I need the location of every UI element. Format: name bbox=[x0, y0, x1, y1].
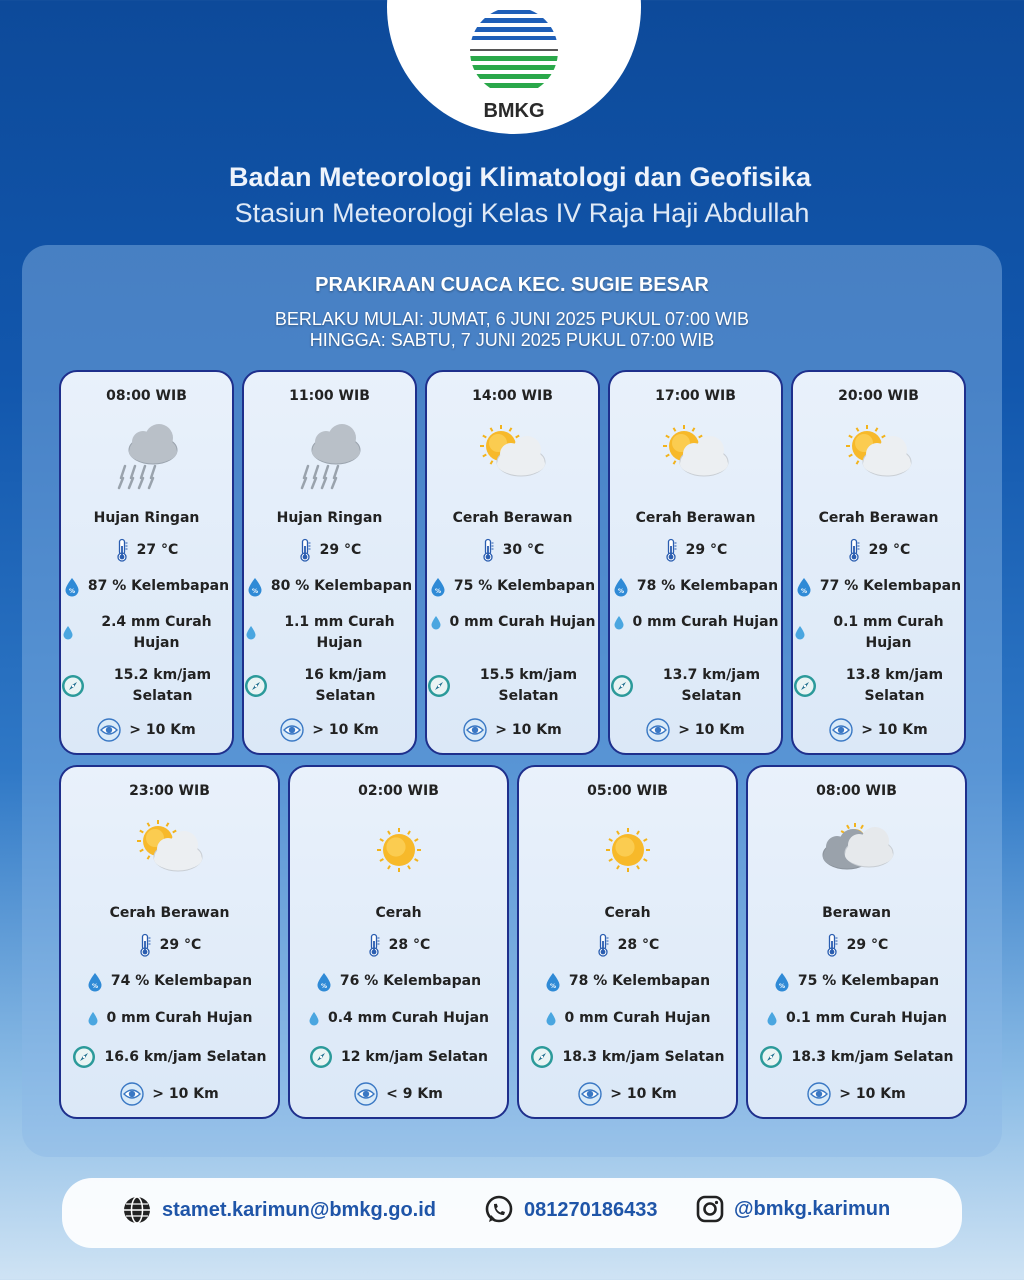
humidity-icon bbox=[64, 577, 80, 597]
visibility-eye-icon bbox=[280, 718, 304, 742]
forecast-time: 11:00 WIB bbox=[289, 388, 370, 404]
rainfall-value: 0.1 mm Curah Hujan bbox=[785, 1010, 948, 1026]
compass-icon bbox=[309, 1045, 333, 1069]
instagram-contact[interactable] bbox=[696, 1195, 890, 1223]
rainfall-value: 0 mm Curah Hujan bbox=[564, 1010, 711, 1026]
thermometer-icon bbox=[825, 933, 839, 957]
temperature-row bbox=[793, 538, 964, 562]
instagram-text: @bmkg.karimun bbox=[734, 1197, 891, 1220]
temperature-value: 29 °C bbox=[846, 936, 889, 953]
compass-icon bbox=[793, 674, 817, 698]
humidity-row bbox=[61, 576, 232, 597]
rainfall-value: 1.1 mm Curah Hujan bbox=[284, 614, 395, 651]
svg-text:%: % bbox=[434, 587, 441, 595]
svg-text:%: % bbox=[617, 587, 624, 595]
weather-condition: Cerah Berawan bbox=[635, 510, 756, 526]
temperature-value: 28 °C bbox=[388, 936, 431, 953]
wind-row bbox=[427, 665, 598, 707]
raindrop-icon bbox=[308, 1011, 320, 1027]
raindrop-icon bbox=[794, 625, 806, 641]
temperature-value: 29 °C bbox=[319, 541, 362, 558]
humidity-icon bbox=[545, 972, 561, 992]
forecast-card bbox=[608, 370, 783, 755]
visibility-eye-icon bbox=[807, 1082, 831, 1106]
compass-icon bbox=[610, 674, 634, 698]
cloudy-icon bbox=[815, 815, 899, 885]
forecast-time: 23:00 WIB bbox=[129, 783, 210, 799]
humidity-row bbox=[427, 576, 598, 597]
forecast-time: 17:00 WIB bbox=[655, 388, 736, 404]
wind-row bbox=[244, 665, 415, 707]
forecast-title: PRAKIRAAN CUACA KEC. SUGIE BESAR bbox=[315, 274, 709, 296]
humidity-value: 74 % Kelembapan bbox=[110, 973, 253, 989]
rainfall-row bbox=[290, 1008, 507, 1029]
humidity-row bbox=[793, 576, 964, 597]
visibility-value: > 10 Km bbox=[678, 721, 745, 738]
temperature-row bbox=[244, 538, 415, 562]
weather-condition: Cerah Berawan bbox=[452, 510, 573, 526]
partly-cloudy-icon bbox=[837, 420, 921, 490]
forecast-card bbox=[517, 765, 738, 1119]
rainfall-row bbox=[244, 612, 415, 654]
humidity-icon bbox=[774, 972, 790, 992]
rainfall-row bbox=[519, 1008, 736, 1029]
visibility-value: > 10 Km bbox=[129, 721, 196, 738]
rainfall-row bbox=[793, 612, 964, 654]
svg-text:%: % bbox=[68, 587, 75, 595]
humidity-value: 75 % Kelembapan bbox=[453, 578, 596, 594]
partly-cloudy-icon bbox=[128, 815, 212, 885]
visibility-row bbox=[793, 718, 964, 742]
visibility-row bbox=[748, 1082, 965, 1106]
temperature-row bbox=[519, 933, 736, 957]
svg-text:%: % bbox=[320, 982, 327, 990]
forecast-card bbox=[59, 765, 280, 1119]
svg-text:%: % bbox=[91, 982, 98, 990]
temperature-value: 29 °C bbox=[685, 541, 728, 558]
thermometer-icon bbox=[481, 538, 495, 562]
wind-row bbox=[610, 665, 781, 707]
compass-icon bbox=[759, 1045, 783, 1069]
temperature-value: 29 °C bbox=[868, 541, 911, 558]
rainfall-row bbox=[61, 1008, 278, 1029]
humidity-icon bbox=[316, 972, 332, 992]
rainfall-row bbox=[748, 1008, 965, 1029]
rainfall-row bbox=[61, 612, 232, 654]
wind-row bbox=[793, 665, 964, 707]
humidity-icon bbox=[796, 577, 812, 597]
humidity-row bbox=[748, 971, 965, 992]
forecast-card bbox=[242, 370, 417, 755]
humidity-row bbox=[244, 576, 415, 597]
svg-text:%: % bbox=[800, 587, 807, 595]
sun-icon bbox=[586, 815, 670, 885]
visibility-value: > 10 Km bbox=[495, 721, 562, 738]
visibility-eye-icon bbox=[120, 1082, 144, 1106]
temperature-value: 27 °C bbox=[136, 541, 179, 558]
temperature-value: 29 °C bbox=[159, 936, 202, 953]
rainfall-value: 0.1 mm Curah Hujan bbox=[833, 614, 944, 651]
rainfall-row bbox=[610, 612, 781, 633]
weather-condition: Berawan bbox=[822, 905, 891, 921]
svg-text:%: % bbox=[549, 982, 556, 990]
humidity-value: 78 % Kelembapan bbox=[636, 578, 779, 594]
wind-row bbox=[61, 1045, 278, 1069]
org-name: Badan Meteorologi Klimatologi dan Geofisika bbox=[228, 162, 812, 192]
rainfall-value: 2.4 mm Curah Hujan bbox=[101, 614, 212, 651]
compass-icon bbox=[244, 674, 268, 698]
partly-cloudy-icon bbox=[654, 420, 738, 490]
weather-condition: Cerah bbox=[375, 905, 422, 921]
temperature-value: 30 °C bbox=[502, 541, 545, 558]
phone-contact[interactable] bbox=[484, 1195, 657, 1225]
forecast-card bbox=[791, 370, 966, 755]
raindrop-icon bbox=[613, 615, 625, 631]
visibility-value: > 10 Km bbox=[152, 1085, 219, 1102]
forecast-time: 02:00 WIB bbox=[358, 783, 439, 799]
humidity-value: 75 % Kelembapan bbox=[797, 973, 940, 989]
forecast-time: 08:00 WIB bbox=[816, 783, 897, 799]
humidity-icon bbox=[87, 972, 103, 992]
humidity-icon bbox=[613, 577, 629, 597]
rainfall-row bbox=[427, 612, 598, 633]
visibility-eye-icon bbox=[97, 718, 121, 742]
rainfall-value: 0 mm Curah Hujan bbox=[632, 614, 779, 630]
temperature-row bbox=[610, 538, 781, 562]
temperature-row bbox=[290, 933, 507, 957]
visibility-eye-icon bbox=[354, 1082, 378, 1106]
raindrop-icon bbox=[245, 625, 257, 641]
wind-value: 15.2 km/jam Selatan bbox=[113, 667, 212, 704]
wind-value: 13.7 km/jam Selatan bbox=[662, 667, 761, 704]
email-text: stamet.karimun@bmkg.go.id bbox=[162, 1198, 436, 1221]
visibility-eye-icon bbox=[578, 1082, 602, 1106]
humidity-value: 76 % Kelembapan bbox=[339, 973, 482, 989]
humidity-icon bbox=[247, 577, 263, 597]
temperature-row bbox=[61, 933, 278, 957]
bmkg-logo-icon bbox=[468, 6, 560, 96]
humidity-value: 87 % Kelembapan bbox=[87, 578, 230, 594]
valid-until: HINGGA: SABTU, 7 JUNI 2025 PUKUL 07:00 WIB bbox=[309, 330, 715, 350]
weather-condition: Cerah bbox=[604, 905, 651, 921]
forecast-card bbox=[425, 370, 600, 755]
compass-icon bbox=[72, 1045, 96, 1069]
thermometer-icon bbox=[138, 933, 152, 957]
temperature-value: 28 °C bbox=[617, 936, 660, 953]
wind-row bbox=[290, 1045, 507, 1069]
thermometer-icon bbox=[847, 538, 861, 562]
visibility-value: > 10 Km bbox=[861, 721, 928, 738]
visibility-row bbox=[61, 1082, 278, 1106]
light-rain-icon bbox=[105, 420, 189, 490]
thermometer-icon bbox=[367, 933, 381, 957]
weather-condition: Cerah Berawan bbox=[109, 905, 230, 921]
compass-icon bbox=[427, 674, 451, 698]
humidity-value: 78 % Kelembapan bbox=[568, 973, 711, 989]
partly-cloudy-icon bbox=[471, 420, 555, 490]
weather-condition: Cerah Berawan bbox=[818, 510, 939, 526]
station-name: Stasiun Meteorologi Kelas IV Raja Haji Abdullah bbox=[234, 198, 810, 228]
thermometer-icon bbox=[298, 538, 312, 562]
wind-value: 18.3 km/jam Selatan bbox=[562, 1048, 725, 1065]
raindrop-icon bbox=[62, 625, 74, 641]
forecast-time: 05:00 WIB bbox=[587, 783, 668, 799]
rainfall-value: 0.4 mm Curah Hujan bbox=[327, 1010, 490, 1026]
thermometer-icon bbox=[115, 538, 129, 562]
humidity-row bbox=[61, 971, 278, 992]
humidity-row bbox=[519, 971, 736, 992]
wind-row bbox=[748, 1045, 965, 1069]
humidity-row bbox=[610, 576, 781, 597]
phone-text: 081270186433 bbox=[524, 1198, 658, 1221]
weather-condition: Hujan Ringan bbox=[276, 510, 383, 526]
rainfall-value: 0 mm Curah Hujan bbox=[106, 1010, 253, 1026]
visibility-eye-icon bbox=[463, 718, 487, 742]
humidity-row bbox=[290, 971, 507, 992]
svg-text:%: % bbox=[778, 982, 785, 990]
temperature-row bbox=[61, 538, 232, 562]
raindrop-icon bbox=[766, 1011, 778, 1027]
humidity-value: 77 % Kelembapan bbox=[819, 578, 962, 594]
forecast-card bbox=[746, 765, 967, 1119]
forecast-card bbox=[59, 370, 234, 755]
weather-condition: Hujan Ringan bbox=[93, 510, 200, 526]
logo-text: BMKG bbox=[483, 100, 545, 122]
visibility-value: > 10 Km bbox=[839, 1085, 906, 1102]
wind-value: 15.5 km/jam Selatan bbox=[479, 667, 578, 704]
wind-value: 16 km/jam Selatan bbox=[304, 667, 387, 704]
wind-value: 18.3 km/jam Selatan bbox=[791, 1048, 954, 1065]
temperature-row bbox=[427, 538, 598, 562]
sun-icon bbox=[357, 815, 441, 885]
wind-row bbox=[61, 665, 232, 707]
visibility-row bbox=[610, 718, 781, 742]
wind-value: 12 km/jam Selatan bbox=[340, 1048, 488, 1065]
visibility-eye-icon bbox=[646, 718, 670, 742]
temperature-row bbox=[748, 933, 965, 957]
raindrop-icon bbox=[545, 1011, 557, 1027]
forecast-time: 08:00 WIB bbox=[106, 388, 187, 404]
visibility-value: < 9 Km bbox=[386, 1085, 443, 1102]
humidity-value: 80 % Kelembapan bbox=[270, 578, 413, 594]
visibility-row bbox=[427, 718, 598, 742]
wind-value: 13.8 km/jam Selatan bbox=[845, 667, 944, 704]
visibility-row bbox=[61, 718, 232, 742]
rainfall-value: 0 mm Curah Hujan bbox=[449, 614, 596, 630]
humidity-icon bbox=[430, 577, 446, 597]
wind-row bbox=[519, 1045, 736, 1069]
raindrop-icon bbox=[430, 615, 442, 631]
whatsapp-icon bbox=[484, 1195, 514, 1225]
forecast-time: 14:00 WIB bbox=[472, 388, 553, 404]
compass-icon bbox=[61, 674, 85, 698]
thermometer-icon bbox=[596, 933, 610, 957]
instagram-icon bbox=[696, 1195, 724, 1223]
light-rain-icon bbox=[288, 420, 372, 490]
thermometer-icon bbox=[664, 538, 678, 562]
valid-from: BERLAKU MULAI: JUMAT, 6 JUNI 2025 PUKUL 07:00 WIB bbox=[274, 309, 750, 329]
globe-icon bbox=[122, 1195, 152, 1225]
visibility-eye-icon bbox=[829, 718, 853, 742]
svg-text:%: % bbox=[251, 587, 258, 595]
forecast-card bbox=[288, 765, 509, 1119]
visibility-row bbox=[519, 1082, 736, 1106]
email-contact[interactable] bbox=[122, 1195, 436, 1225]
visibility-row bbox=[290, 1082, 507, 1106]
forecast-time: 20:00 WIB bbox=[838, 388, 919, 404]
visibility-value: > 10 Km bbox=[610, 1085, 677, 1102]
visibility-value: > 10 Km bbox=[312, 721, 379, 738]
raindrop-icon bbox=[87, 1011, 99, 1027]
compass-icon bbox=[530, 1045, 554, 1069]
visibility-row bbox=[244, 718, 415, 742]
wind-value: 16.6 km/jam Selatan bbox=[104, 1048, 267, 1065]
